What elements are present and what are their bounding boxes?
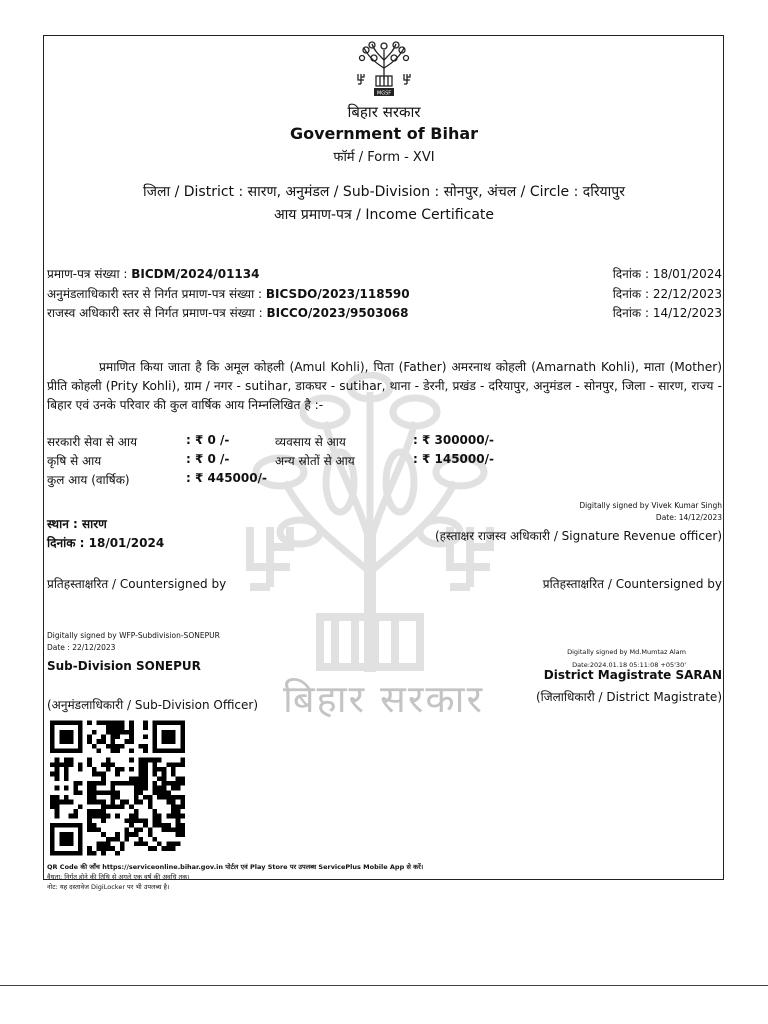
dm-sign-date: Date:2024.01.18 05:11:08 +05'30' — [572, 661, 686, 669]
income-govt-value: : ₹ 0 /- — [186, 433, 230, 447]
ref-label: प्रमाण-पत्र संख्या : — [47, 267, 132, 281]
certificate-type: आय प्रमाण-पत्र / Income Certificate — [274, 207, 494, 223]
watermark-text: बिहार सरकार — [283, 677, 484, 721]
subdivision-sign-date: Date : 22/12/2023 — [47, 643, 116, 652]
ref-row-2 — [47, 285, 410, 302]
ref-date-2: दिनांक : 22/12/2023 — [612, 287, 722, 301]
income-business-label: व्यवसाय से आय — [275, 435, 346, 449]
ref-row-3 — [47, 304, 409, 321]
footer-digilocker: नोट: यह दस्तावेज DigiLocker पर भी उपलब्ध है। — [47, 883, 170, 891]
qr-code[interactable] — [50, 717, 185, 859]
issue-date: दिनांक : 18/01/2024 — [47, 536, 165, 550]
subdivision-officer-title: (अनुमंडलाधिकारी / Sub-Division Officer) — [47, 698, 259, 712]
form-number: फॉर्म / Form - XVI — [333, 150, 435, 165]
ref-label: अनुमंडलाधिकारी स्तर से निर्गत प्रमाण-पत्र संख्या : — [47, 287, 266, 301]
revenue-sign-date: Date: 14/12/2023 — [655, 513, 722, 522]
bihar-emblem-logo — [352, 40, 416, 98]
revenue-signed-by: Digitally signed by Vivek Kumar Singh — [579, 501, 722, 510]
certification-paragraph — [47, 358, 722, 415]
income-business-value: : ₹ 300000/- — [413, 433, 494, 447]
page-bottom-rule — [0, 985, 768, 986]
ref-date-1: दिनांक : 18/01/2024 — [612, 267, 722, 281]
district-line: जिला / District : सारण, अनुमंडल / Sub-Division : सोनपुर, अंचल / Circle : दरियापुर — [143, 184, 625, 200]
income-other-value: : ₹ 145000/- — [413, 452, 494, 466]
dm-title: (जिलाधिकारी / District Magistrate) — [535, 690, 722, 704]
ref-number: BICCO/2023/9503068 — [266, 306, 409, 320]
income-agri-value: : ₹ 0 /- — [186, 452, 230, 466]
place: स्थान : सारण — [47, 517, 107, 531]
title-english: Government of Bihar — [289, 124, 479, 143]
footer-qr-note: QR Code की जाँच https://serviceonline.bihar.gov.in पोर्टल एवं Play Store पर उपलब्ध ServicePlus Mobile App से करें। — [47, 863, 424, 871]
countersigned-left: प्रतिहस्ताक्षरित / Countersigned by — [47, 577, 227, 591]
title-hindi: बिहार सरकार — [347, 103, 421, 121]
ref-label: राजस्व अधिकारी स्तर से निर्गत प्रमाण-पत्र संख्या : — [47, 306, 267, 320]
emblem-label: MGSF — [376, 90, 392, 97]
ref-number: BICSDO/2023/118590 — [265, 287, 410, 301]
footer-validity: वैधता: निर्गत होने की तिथि से अगले एक वर्ष की अवधि तक। — [47, 873, 190, 881]
revenue-officer-title — [435, 527, 722, 544]
income-govt-label: सरकारी सेवा से आय — [47, 435, 138, 449]
income-agri-label: कृषि से आय — [47, 454, 102, 468]
income-other-label: अन्य स्रोतों से आय — [275, 454, 355, 468]
ref-row-1 — [47, 265, 259, 282]
income-total-value: : ₹ 445000/- — [186, 471, 267, 485]
countersigned-right: प्रतिहस्ताक्षरित / Countersigned by — [542, 577, 722, 591]
ref-number: BICDM/2024/01134 — [131, 267, 260, 281]
certification-text: प्रमाणित किया जाता है कि अमूल कोहली (Amul Kohli), पिता (Father) अमरनाथ कोहली (Amarnath Kohli), माता (Mother) प्रीति कोहली (Prity Kohli), ग्राम / नगर - sutihar, डाकघर - sutihar, थाना - डेरनी, प्रखंड - दरियापुर, अनुमंडल - सोनपुर, जिला - सारण, राज्य - बिहार एवं उनके परिवार की कुल वार्षिक आय निम्नलिखित है :- — [47, 360, 722, 412]
ref-date-3: दिनांक : 14/12/2023 — [612, 306, 722, 320]
income-total-label: कुल आय (वार्षिक) — [47, 473, 130, 487]
revenue-officer-title-text: (हस्ताक्षर राजस्व अधिकारी / Signature Revenue officer) — [434, 529, 722, 543]
subdivision-name: Sub-Division SONEPUR — [47, 659, 201, 673]
dm-signed-by: Digitally signed by Md.Mumtaz Alam — [567, 648, 686, 656]
subdivision-signed-by: Digitally signed by WFP-Subdivision-SONEPUR — [47, 631, 220, 640]
dm-name: District Magistrate SARAN — [543, 668, 722, 682]
